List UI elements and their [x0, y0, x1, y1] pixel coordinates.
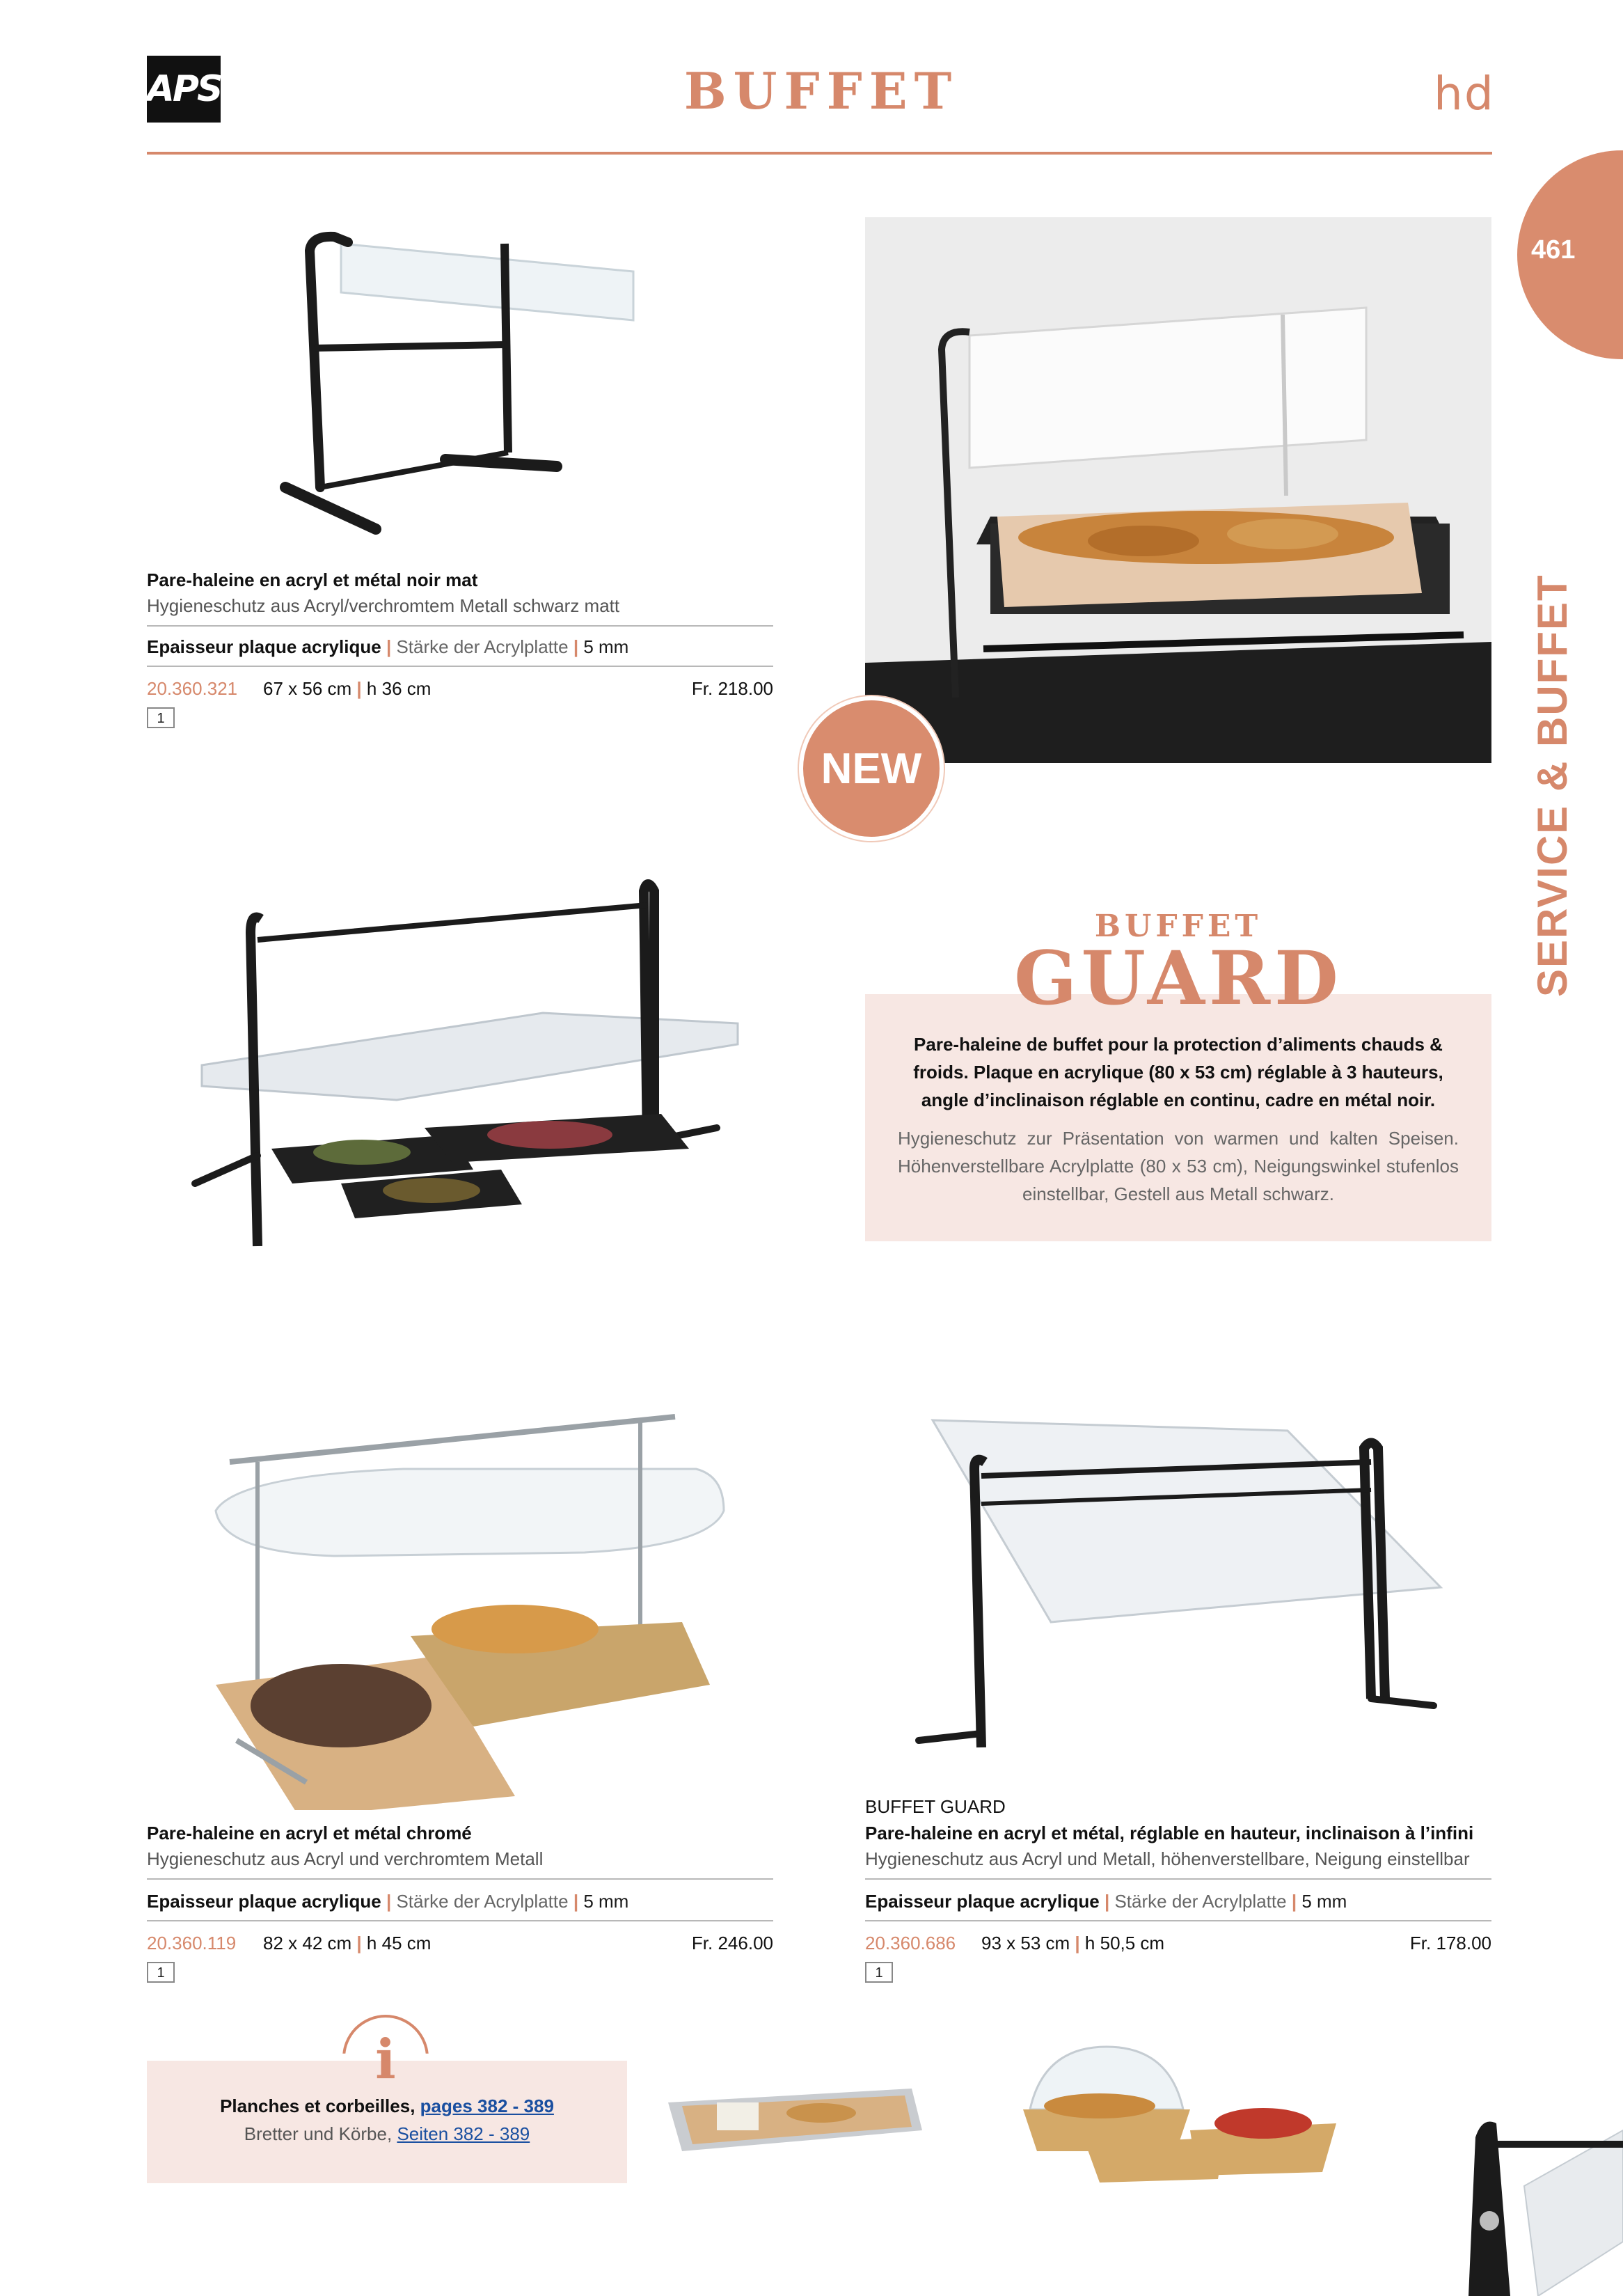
- section-label: SERVICE & BUFFET: [1529, 574, 1576, 997]
- product-image-black-guard: [271, 223, 661, 543]
- header-rule: [147, 152, 1492, 155]
- product-3-dimensions: 93 x 53 cm | h 50,5 cm: [981, 1933, 1165, 1953]
- thumbnail-bread-board: [661, 2082, 926, 2165]
- info-icon: i: [375, 2028, 396, 2091]
- spec-value: 5 mm: [583, 1891, 629, 1912]
- product-1-dimensions: 67 x 56 cm | h 36 cm: [263, 678, 432, 699]
- product-2-qty-icon: 1: [147, 1962, 175, 1983]
- spec-label-fr: Epaisseur plaque acrylique: [865, 1891, 1100, 1912]
- product-1-qty-icon: 1: [147, 707, 175, 728]
- info-text-fr: Planches et corbeilles, pages 382 - 389: [220, 2096, 554, 2116]
- product-1-rule: [147, 625, 773, 627]
- product-image-chrome-guard: [195, 1406, 752, 1810]
- spec-value: 5 mm: [1301, 1891, 1347, 1912]
- product-2-dimensions: 82 x 42 cm | h 45 cm: [263, 1933, 432, 1953]
- spec-label-fr: Epaisseur plaque acrylique: [147, 1891, 381, 1912]
- product-3-price: Fr. 178.00: [1409, 1933, 1491, 1953]
- product-3-spec: Epaisseur plaque acrylique | Stärke der Acrylplatte | 5 mm: [865, 1891, 1347, 1912]
- spec-label-de: Stärke der Acrylplatte: [396, 1891, 569, 1912]
- feature-heading-big: GUARD: [1014, 934, 1343, 1021]
- product-3-title: Pare-haleine en acryl et métal, réglable en hauteur, inclinaison à l’infini: [865, 1823, 1474, 1843]
- page-number: 461: [1531, 235, 1576, 265]
- spec-label-de: Stärke der Acrylplatte: [396, 636, 569, 657]
- feature-heading-small: BUFFET: [1094, 909, 1262, 944]
- product-1-title: Pare-haleine en acryl et métal noir mat: [147, 569, 478, 590]
- product-3-rule: [865, 1878, 1491, 1880]
- spec-label-fr: Epaisseur plaque acrylique: [147, 636, 381, 657]
- thumbnail-baskets: [1016, 2040, 1343, 2193]
- product-1-price: Fr. 218.00: [691, 678, 773, 699]
- spec-value: 5 mm: [583, 636, 629, 657]
- product-3-overline: BUFFET GUARD: [865, 1796, 1006, 1817]
- product-1-spec: Epaisseur plaque acrylique | Stärke der Acrylplatte | 5 mm: [147, 636, 629, 657]
- product-1-sku: 20.360.321: [147, 678, 238, 699]
- product-3-qty-icon: 1: [865, 1962, 893, 1983]
- product-3-subtitle: Hygieneschutz aus Acryl und Metall, höhenverstellbare, Neigung einstellbar: [865, 1848, 1470, 1869]
- product-3-rule-2: [865, 1920, 1491, 1921]
- product-2-subtitle: Hygieneschutz aus Acryl und verchromtem Metall: [147, 1848, 544, 1869]
- product-image-adjustable-guard: [898, 1406, 1455, 1782]
- info-link-fr[interactable]: pages 382 - 389: [420, 2096, 554, 2116]
- spec-label-de: Stärke der Acrylplatte: [1114, 1891, 1287, 1912]
- product-2-spec: Epaisseur plaque acrylique | Stärke der Acrylplatte | 5 mm: [147, 1891, 629, 1912]
- product-2-sku: 20.360.119: [147, 1933, 237, 1953]
- product-image-plates-guard: [174, 877, 745, 1267]
- hd-logo: hd: [1434, 67, 1495, 120]
- info-link-de[interactable]: Seiten 382 - 389: [397, 2123, 530, 2144]
- feature-text-fr: Pare-haleine de buffet pour la protection d’aliments chauds & froids. Plaque en acrylique (80 x 53 cm) réglable à 3 hauteurs, angle d’inclinaison réglable en continu, cadre en métal noir.: [913, 1034, 1443, 1110]
- product-2-title: Pare-haleine en acryl et métal chromé: [147, 1823, 472, 1843]
- product-2-rule-2: [147, 1920, 773, 1921]
- product-2-rule: [147, 1878, 773, 1880]
- product-1-rule-2: [147, 666, 773, 667]
- product-2-price: Fr. 246.00: [691, 1933, 773, 1953]
- thumbnail-guard-corner: [1441, 2102, 1623, 2296]
- new-badge: NEW: [799, 696, 944, 841]
- info-text-de: Bretter und Körbe, Seiten 382 - 389: [244, 2123, 530, 2144]
- feature-text-de: Hygieneschutz zur Präsentation von warmen und kalten Speisen. Höhenverstellbare Acrylplatte (80 x 53 cm), Neigungswinkel stufenlos einstellbar, Gestell aus Metall schwarz.: [898, 1128, 1459, 1204]
- product-1-subtitle: Hygieneschutz aus Acryl/verchromtem Metall schwarz matt: [147, 595, 620, 616]
- product-photo-buffet-guard: [865, 217, 1491, 763]
- page-title: BUFFET: [683, 61, 959, 120]
- product-3-sku: 20.360.686: [865, 1933, 956, 1953]
- aps-logo: APS: [147, 56, 221, 123]
